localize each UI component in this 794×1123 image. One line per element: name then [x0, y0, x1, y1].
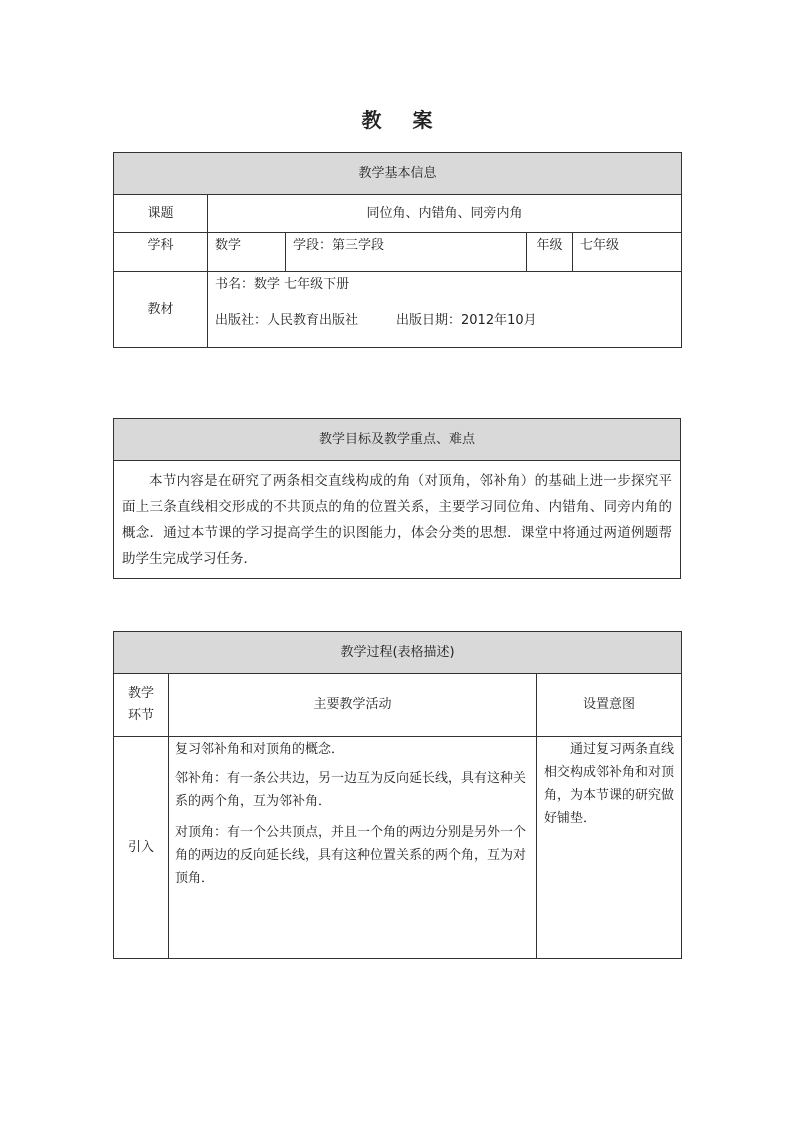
col-stage-line1: 教学	[127, 686, 154, 701]
grade-label: 年级	[527, 233, 573, 272]
textbook-info	[208, 272, 682, 348]
col-intent-header: 设置意图	[537, 674, 682, 737]
basic-info-header: 教学基本信息	[114, 153, 682, 195]
publish-date: 出版日期：2012年10月	[396, 313, 537, 328]
activity-paragraph: 邻补角：有一条公共边，另一边互为反向延长线，具有这种关系的两个角，互为邻补角．	[175, 771, 527, 809]
document-title: 教 案	[361, 108, 445, 132]
stage-value: 学段：第三学段	[286, 233, 527, 272]
col-stage-header	[114, 674, 169, 737]
basic-info-table	[113, 152, 682, 348]
intent-cell: 通过复习两条直线相交构成邻补角和对顶角，为本节课的研究做好铺垫．	[537, 737, 682, 959]
objectives-text: 本节内容是在研究了两条相交直线构成的角（对顶角，邻补角）的基础上进一步探究平面上三条直线相交形成的不共顶点的角的位置关系，主要学习同位角、内错角、同旁内角的概念．通过本节课的学习提高学生的识图能力，体会分类的思想．课堂中将通过两道例题帮助学生完成学习任务．	[114, 461, 681, 579]
process-header: 教学过程(表格描述)	[114, 632, 682, 674]
subject-label: 学科	[114, 233, 208, 272]
col-stage-line2: 环节	[127, 708, 154, 723]
activity-paragraph: 对顶角：有一个公共顶点，并且一个角的两边分别是另外一个角的两边的反向延长线，具有这种位置关系的两个角，互为对顶角．	[175, 825, 527, 886]
publisher: 出版社：人民教育出版社	[215, 313, 359, 328]
activity-paragraph: 复习邻补角和对顶角的概念．	[175, 742, 345, 757]
topic-label: 课题	[114, 195, 208, 233]
process-table	[113, 631, 682, 959]
col-activity-header: 主要教学活动	[169, 674, 537, 737]
grade-value: 七年级	[573, 233, 682, 272]
textbook-label: 教材	[114, 272, 208, 348]
objectives-table	[113, 418, 681, 579]
topic-value: 同位角、内错角、同旁内角	[208, 195, 682, 233]
publisher-line	[215, 312, 681, 330]
objectives-header: 教学目标及教学重点、难点	[114, 419, 681, 461]
subject-value: 数学	[208, 233, 286, 272]
stage-cell: 引入	[114, 737, 169, 959]
activity-cell	[169, 737, 537, 959]
book-name: 书名：数学 七年级下册	[215, 277, 350, 292]
